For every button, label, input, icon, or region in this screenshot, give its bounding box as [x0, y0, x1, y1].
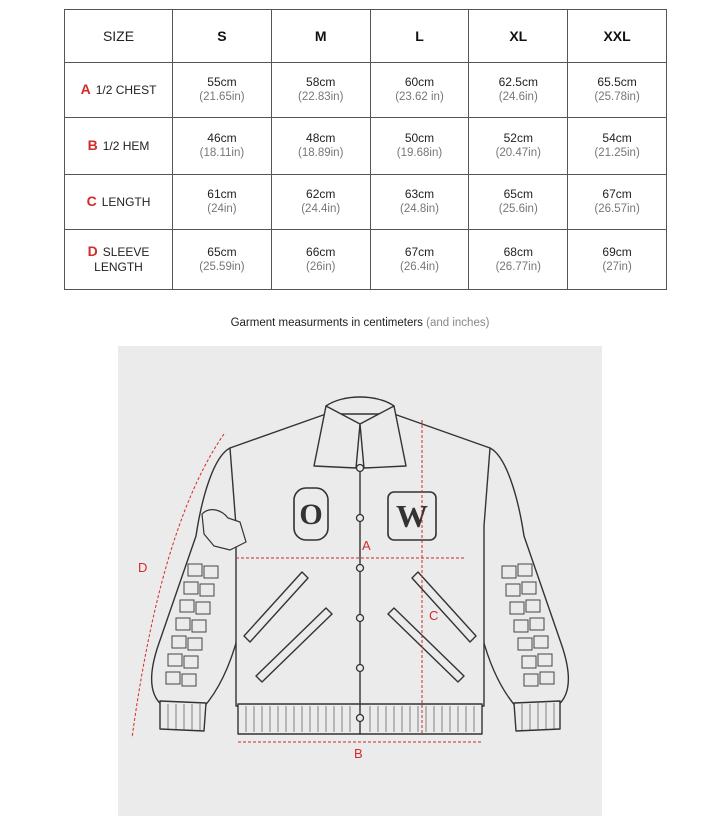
value-cm: 65cm — [503, 187, 533, 201]
table-cell — [271, 118, 370, 175]
value-inches: (18.89in) — [298, 147, 344, 159]
measure-label-c: C — [429, 608, 439, 623]
value-inches: (27in) — [602, 260, 632, 273]
value-inches: (21.65in) — [199, 91, 245, 103]
value-inches: (18.11in) — [199, 147, 245, 159]
table-cell — [568, 118, 667, 175]
table-cell — [370, 230, 469, 290]
value-cm: 58cm — [306, 75, 336, 89]
value-inches: (22.83in) — [298, 91, 344, 103]
value-inches: (26.57in) — [594, 203, 640, 215]
patch-o: O — [299, 498, 323, 531]
value-inches: (26in) — [306, 260, 336, 273]
table-cell — [173, 230, 272, 290]
left-cuff — [160, 701, 206, 731]
table-cell — [568, 230, 667, 290]
table-cell — [370, 63, 469, 118]
measure-name: 1/2 HEM — [102, 139, 150, 153]
row-label-chest — [65, 63, 173, 118]
measure-label-b: B — [354, 746, 363, 761]
table-row-sleeve — [65, 230, 667, 290]
value-cm: 62cm — [306, 187, 336, 201]
table-cell — [271, 175, 370, 230]
value-cm: 67cm — [404, 244, 435, 259]
value-cm: 48cm — [306, 131, 336, 145]
table-cell — [469, 118, 568, 175]
value-cm: 61cm — [207, 187, 237, 201]
table-cell — [568, 63, 667, 118]
size-xxl-header: XXL — [568, 10, 667, 63]
value-inches: (25.59in) — [199, 260, 245, 273]
measure-label-d: D — [138, 560, 148, 575]
measure-letter-a: A — [80, 81, 91, 97]
size-m-header: M — [271, 10, 370, 63]
value-inches: (20.47in) — [495, 147, 541, 159]
measure-name: LENGTH — [101, 195, 151, 209]
value-inches: (21.25in) — [594, 147, 640, 159]
patch-w: W — [396, 498, 428, 534]
measure-name-line2: LENGTH — [94, 260, 143, 274]
value-cm: 63cm — [404, 187, 435, 201]
measure-letter-c: C — [86, 193, 97, 209]
row-label-length — [65, 175, 173, 230]
value-inches: (24.6in) — [498, 91, 538, 103]
value-inches: (26.77in) — [495, 260, 541, 273]
caption-main: Garment measurments in centimeters — [230, 317, 423, 329]
value-cm: 65.5cm — [597, 75, 637, 89]
table-cell — [370, 118, 469, 175]
value-cm: 55cm — [207, 75, 237, 89]
size-corner-label: SIZE — [65, 10, 173, 63]
table-row-length — [65, 175, 667, 230]
value-inches: (25.78in) — [594, 91, 640, 103]
table-cell — [173, 63, 272, 118]
value-inches: (19.68in) — [396, 147, 443, 159]
table-cell — [469, 175, 568, 230]
value-cm: 68cm — [503, 244, 533, 259]
table-cell — [271, 230, 370, 290]
measurement-caption — [0, 317, 720, 329]
value-cm: 66cm — [306, 244, 336, 259]
value-inches: (25.6in) — [498, 203, 538, 215]
value-inches: (24.8in) — [400, 203, 439, 215]
value-cm: 54cm — [602, 131, 632, 145]
table-cell — [469, 63, 568, 118]
value-inches: (24in) — [207, 203, 237, 215]
row-label-hem — [65, 118, 173, 175]
value-cm: 50cm — [404, 131, 435, 145]
jacket-diagram — [118, 346, 602, 816]
size-s-header: S — [173, 10, 272, 63]
value-cm: 46cm — [207, 131, 237, 145]
row-label-sleeve — [65, 230, 173, 290]
size-xl-header: XL — [469, 10, 568, 63]
value-cm: 65cm — [207, 244, 237, 259]
size-chart-table — [64, 9, 667, 290]
right-cuff — [514, 701, 560, 731]
table-cell — [568, 175, 667, 230]
size-l-header: L — [370, 10, 469, 63]
table-cell — [370, 175, 469, 230]
value-cm: 52cm — [503, 131, 533, 145]
value-cm: 62.5cm — [498, 75, 538, 89]
table-cell — [173, 118, 272, 175]
table-cell — [173, 175, 272, 230]
measure-label-a: A — [362, 538, 371, 553]
value-inches: (26.4in) — [400, 260, 439, 273]
value-inches: (24.4in) — [301, 203, 341, 215]
measure-name: 1/2 CHEST — [95, 83, 157, 97]
value-cm: 67cm — [602, 187, 632, 201]
value-cm: 60cm — [404, 75, 435, 89]
table-cell — [469, 230, 568, 290]
measure-name: SLEEVE — [102, 245, 150, 259]
table-row-hem — [65, 118, 667, 175]
size-header-row — [65, 10, 667, 63]
value-inches: (23.62 in) — [395, 91, 444, 103]
measure-letter-d: D — [87, 243, 98, 259]
table-row-chest — [65, 63, 667, 118]
table-cell — [271, 63, 370, 118]
caption-sub: (and inches) — [426, 317, 490, 329]
measure-letter-b: B — [87, 137, 98, 153]
value-cm: 69cm — [602, 244, 632, 259]
